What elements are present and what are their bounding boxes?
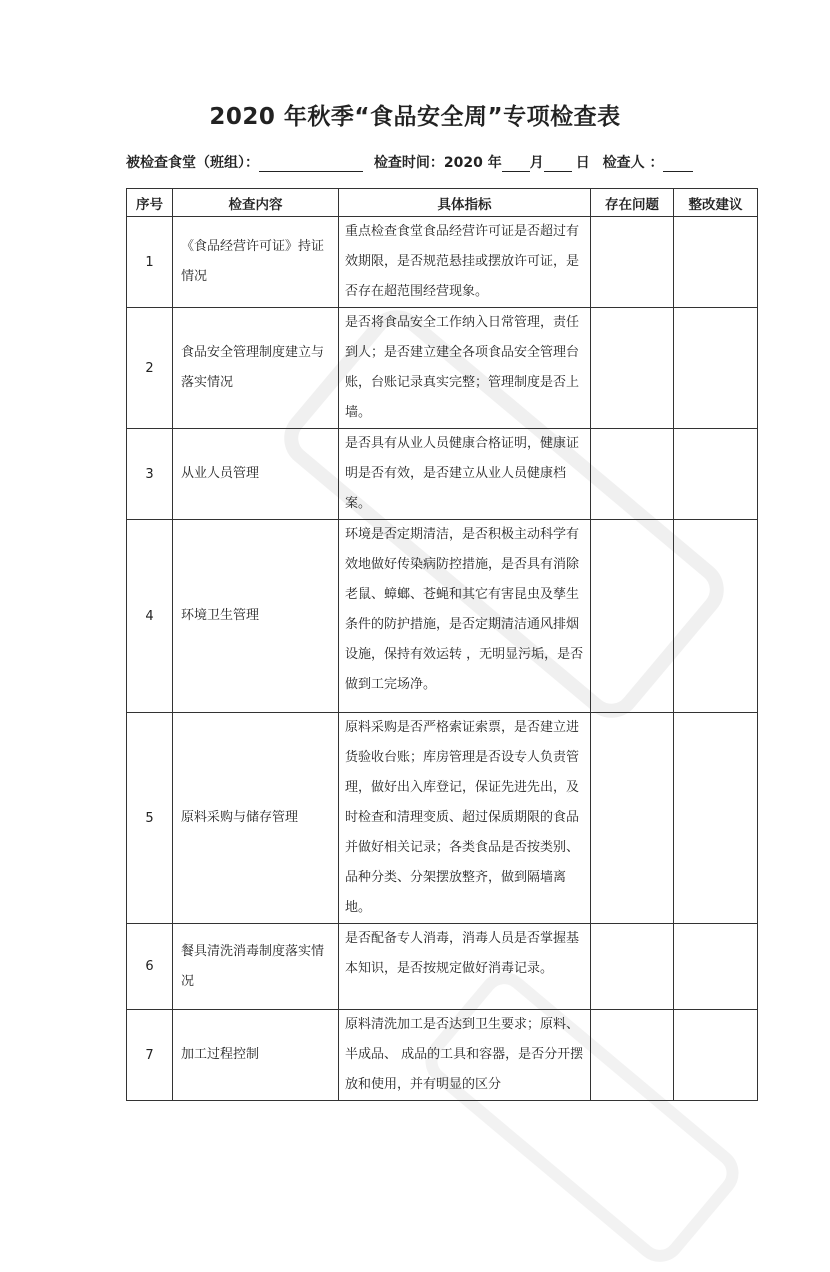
row-num: 3 bbox=[127, 429, 173, 520]
table-row bbox=[127, 924, 758, 1010]
day-blank[interactable] bbox=[544, 155, 572, 172]
time-label: 检查时间：2020 年 bbox=[373, 155, 502, 171]
row-indicator: 环境是否定期清洁，是否积极主动科学有效地做好传染病防控措施，是否具有消除老鼠、蟑螂、苍蝇和其它有害昆虫及孳生条件的防护措施，是否定期清洁通风排烟设施，保持有效运转 ，无明显污垢，是否做到工完场净。 bbox=[339, 520, 591, 713]
row-suggestion[interactable] bbox=[674, 713, 758, 924]
row-num: 2 bbox=[127, 308, 173, 429]
row-content: 原料采购与储存管理 bbox=[173, 713, 339, 924]
row-indicator: 原料采购是否严格索证索票，是否建立进货验收台账；库房管理是否设专人负责管理，做好出入库登记，保证先进先出，及时检查和清理变质、超过保质期限的食品并做好相关记录；各类食品是否按类别、品种分类、分架摆放整齐，做到隔墙离地。 bbox=[339, 713, 591, 924]
inspection-meta-line bbox=[126, 152, 756, 172]
table-row bbox=[127, 520, 758, 713]
row-content: 食品安全管理制度建立与落实情况 bbox=[173, 308, 339, 429]
row-content: 加工过程控制 bbox=[173, 1010, 339, 1101]
table-header-row bbox=[127, 189, 758, 217]
day-label: 日 bbox=[575, 155, 590, 171]
row-issue[interactable] bbox=[591, 520, 674, 713]
row-issue[interactable] bbox=[591, 924, 674, 1010]
inspection-table bbox=[126, 188, 758, 1101]
row-suggestion[interactable] bbox=[674, 217, 758, 308]
page-title: 2020 年秋季“食品安全周”专项检查表 bbox=[209, 104, 621, 130]
row-num: 4 bbox=[127, 520, 173, 713]
row-num: 7 bbox=[127, 1010, 173, 1101]
canteen-blank[interactable] bbox=[259, 155, 363, 172]
row-suggestion[interactable] bbox=[674, 520, 758, 713]
row-indicator: 是否配备专人消毒，消毒人员是否掌握基本知识，是否按规定做好消毒记录。 bbox=[339, 924, 591, 1010]
row-indicator: 是否将食品安全工作纳入日常管理，责任到人；是否建立建全各项食品安全管理台账，台账记录真实完整；管理制度是否上墙。 bbox=[339, 308, 591, 429]
inspector-blank[interactable] bbox=[663, 155, 693, 172]
row-num: 1 bbox=[127, 217, 173, 308]
row-suggestion[interactable] bbox=[674, 429, 758, 520]
table-row bbox=[127, 713, 758, 924]
canteen-label: 被检查食堂（班组）： bbox=[126, 155, 259, 171]
row-issue[interactable] bbox=[591, 1010, 674, 1101]
inspector-label: 检查人 ： bbox=[602, 155, 664, 171]
row-suggestion[interactable] bbox=[674, 924, 758, 1010]
row-content: 餐具清洗消毒制度落实情况 bbox=[173, 924, 339, 1010]
row-issue[interactable] bbox=[591, 217, 674, 308]
row-indicator: 原料清洗加工是否达到卫生要求；原料、半成品、 成品的工具和容器，是否分开摆放和使用，并有明显的区分 bbox=[339, 1010, 591, 1101]
row-suggestion[interactable] bbox=[674, 308, 758, 429]
row-content: 环境卫生管理 bbox=[173, 520, 339, 713]
row-num: 5 bbox=[127, 713, 173, 924]
row-content: 从业人员管理 bbox=[173, 429, 339, 520]
row-num: 6 bbox=[127, 924, 173, 1010]
row-indicator: 是否具有从业人员健康合格证明，健康证明是否有效，是否建立从业人员健康档案。 bbox=[339, 429, 591, 520]
table-row bbox=[127, 1010, 758, 1101]
row-issue[interactable] bbox=[591, 429, 674, 520]
header-num: 序号 bbox=[127, 189, 173, 217]
row-indicator: 重点检查食堂食品经营许可证是否超过有效期限，是否规范悬挂或摆放许可证，是否存在超范围经营现象。 bbox=[339, 217, 591, 308]
table-row bbox=[127, 217, 758, 308]
header-issue: 存在问题 bbox=[591, 189, 674, 217]
row-suggestion[interactable] bbox=[674, 1010, 758, 1101]
table-row bbox=[127, 308, 758, 429]
header-indicator: 具体指标 bbox=[339, 189, 591, 217]
table-row bbox=[127, 429, 758, 520]
month-blank[interactable] bbox=[502, 155, 530, 172]
header-suggestion: 整改建议 bbox=[674, 189, 758, 217]
row-issue[interactable] bbox=[591, 713, 674, 924]
row-content: 《食品经营许可证》持证情况 bbox=[173, 217, 339, 308]
month-label: 月 bbox=[529, 155, 544, 171]
header-content: 检查内容 bbox=[173, 189, 339, 217]
row-issue[interactable] bbox=[591, 308, 674, 429]
